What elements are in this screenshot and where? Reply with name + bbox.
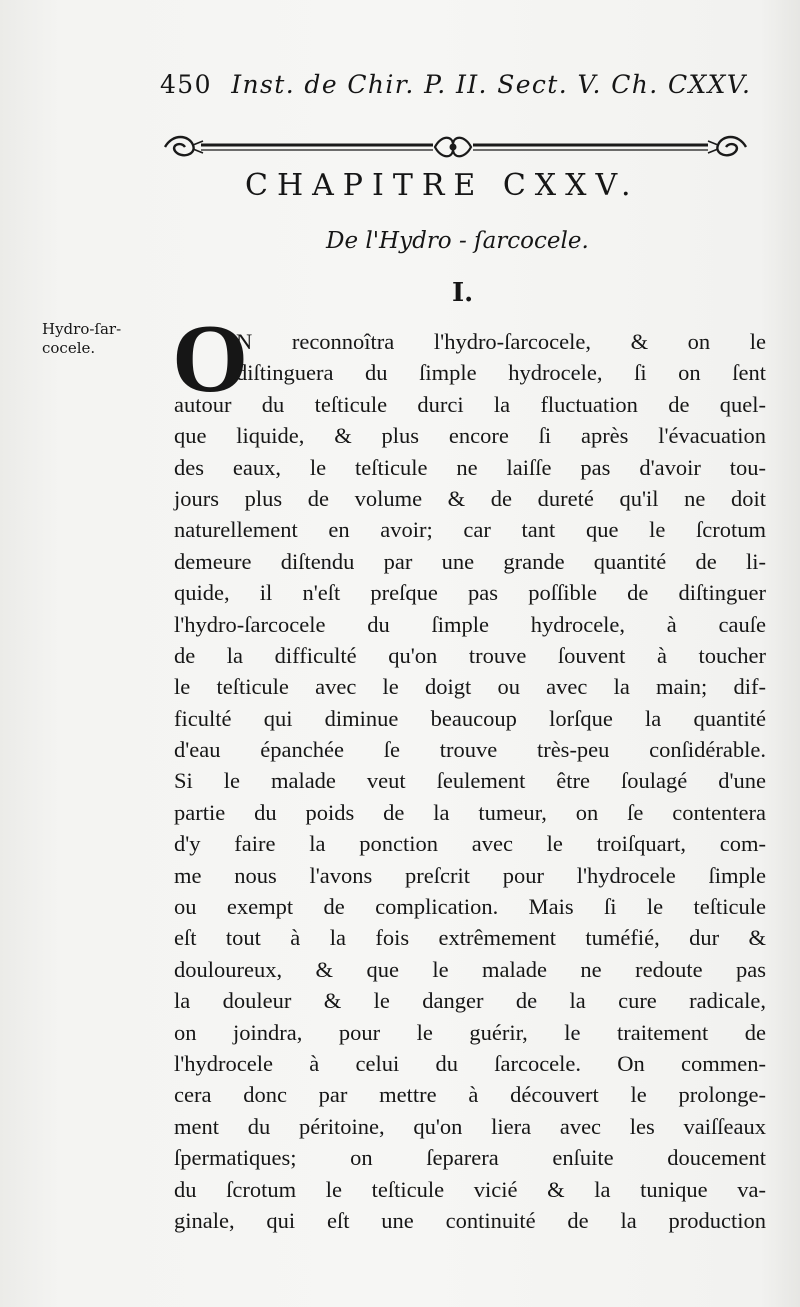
text-line: ficulté qui diminue beaucoup lorſque la quantité [174, 705, 766, 731]
text-line: ginale, qui eſt une continuité de la production [174, 1207, 766, 1233]
margin-note [42, 320, 121, 358]
text-line: ſpermatiques; on ſeparera enſuite doucement [174, 1145, 766, 1171]
ornamental-rule-icon [163, 131, 748, 171]
text-line: l'hydrocele à celui du ſarcocele. On commen- [174, 1050, 766, 1076]
text-line: demeure diſtendu par une grande quantité de li- [174, 548, 766, 574]
text-line: Si le malade veut ſeulement être ſoulagé d'une [174, 768, 766, 794]
text-line: du ſcrotum le teſticule vicié & la tunique va- [174, 1176, 766, 1202]
chapter-subtitle: De l'Hydro - ſarcocele. [326, 228, 589, 254]
text-line: eſt tout à la fois extrêmement tuméfié, dur & [174, 925, 766, 951]
text-line: on joindra, pour le guérir, le traitement de [174, 1019, 766, 1045]
text-line: l'hydro-ſarcocele du ſimple hydrocele, à cauſe [174, 611, 766, 637]
text-line: le teſticule avec le doigt ou avec la main; dif- [174, 674, 766, 700]
text-line: partie du poids de la tumeur, on ſe contentera [174, 799, 766, 825]
text-line: douloureux, & que le malade ne redoute pas [174, 956, 766, 982]
section-number: I. [452, 278, 474, 308]
text-line: la douleur & le danger de la cure radicale, [174, 988, 766, 1014]
text-line: que liquide, & plus encore ſi après l'évacuation [174, 423, 766, 449]
page-number: 450 [160, 70, 212, 99]
text-line: ou exempt de complication. Mais ſi le teſticule [174, 894, 766, 920]
text-line: d'eau épanchée ſe trouve très-peu conſidérable. [174, 737, 766, 763]
text-line: autour du teſticule durci la fluctuation de quel- [174, 391, 766, 417]
text-line: quide, il n'eſt preſque pas poſſible de diſtinguer [174, 580, 766, 606]
text-line: N reconnoîtra l'hydro-ſarcocele, & on le [236, 329, 766, 354]
running-header [160, 70, 760, 99]
text-line: naturellement en avoir; car tant que le ſcrotum [174, 517, 766, 543]
text-line: ment du péritoine, qu'on liera avec les vaiſſeaux [174, 1113, 766, 1139]
margin-note-line: Hydro-ſar- [42, 320, 122, 338]
text-line: diſtinguera du ſimple hydrocele, ſi on ſent [236, 360, 766, 386]
chapter-title: CHAPITRE CXXV. [245, 168, 640, 203]
text-line: me nous l'avons preſcrit pour l'hydrocele ſimple [174, 862, 766, 888]
text-line: cera donc par mettre à découvert le prolonge- [174, 1082, 766, 1108]
body-paragraph [174, 326, 766, 1236]
text-line: d'y faire la ponction avec le troiſquart, com- [174, 831, 766, 857]
running-title: Inst. de Chir. P. II. Sect. V. Ch. CXXV. [231, 70, 752, 99]
drop-capital: O [172, 305, 249, 413]
margin-note-line: cocele. [42, 339, 96, 357]
text-line: de la difficulté qu'on trouve ſouvent à toucher [174, 642, 766, 668]
text-line: jours plus de volume & de dureté qu'il ne doit [174, 485, 766, 511]
text-line: des eaux, le teſticule ne laiſſe pas d'avoir tou- [174, 454, 766, 480]
